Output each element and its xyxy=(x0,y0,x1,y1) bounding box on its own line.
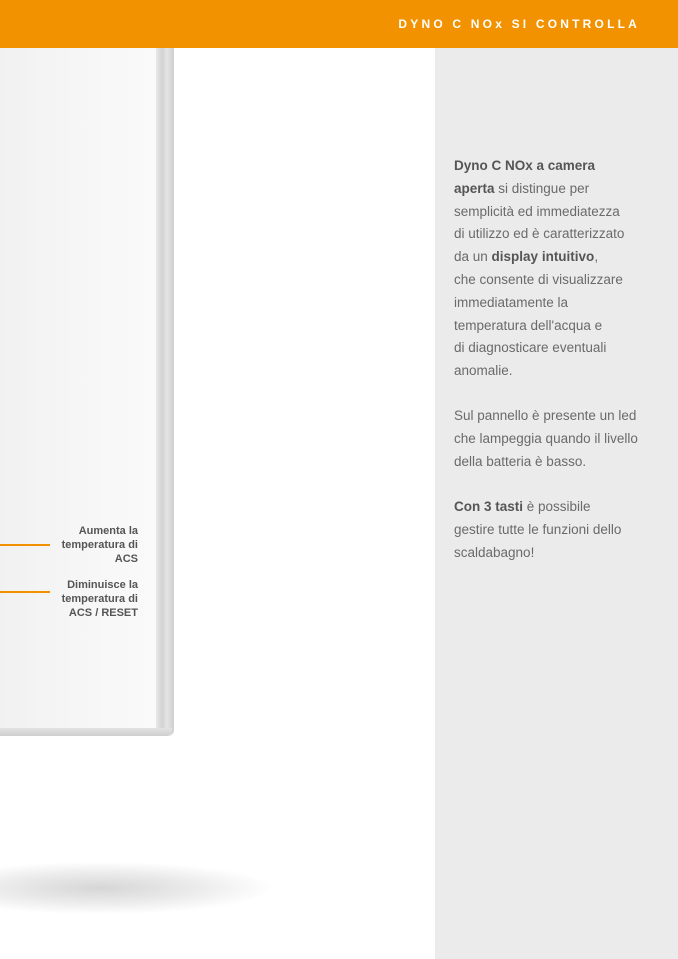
description-paragraph-3 xyxy=(454,496,654,564)
text-line xyxy=(454,496,654,519)
text-line: temperatura dell'acqua e xyxy=(454,317,603,333)
callout-increase-line: Aumenta la xyxy=(78,525,138,537)
text-line xyxy=(454,155,654,178)
water-heater-side xyxy=(156,48,174,736)
callout-decrease-line: ACS / RESET xyxy=(68,607,138,619)
callout-decrease-line: Diminuisce la xyxy=(67,579,138,591)
text-line: di utilizzo ed è caratterizzato xyxy=(454,226,625,242)
page-title: DYNO C NOx SI CONTROLLA xyxy=(398,17,640,31)
description-paragraph-1 xyxy=(454,155,654,383)
text-line: che lampeggia quando il livello xyxy=(454,430,638,446)
callout-decrease xyxy=(40,578,138,620)
text-line: della batteria è basso. xyxy=(454,453,587,469)
header-bar xyxy=(0,0,678,48)
text-line: immediatamente la xyxy=(454,294,569,310)
text-line xyxy=(454,246,654,269)
floor-shadow xyxy=(0,862,270,914)
water-heater-front xyxy=(0,48,158,734)
text-line: scaldabagno! xyxy=(454,544,535,560)
callout-increase-line: temperatura di xyxy=(61,539,138,551)
callout-decrease-line: temperatura di xyxy=(61,593,138,605)
callout-increase xyxy=(40,524,138,566)
text: , xyxy=(594,249,599,265)
water-heater-image xyxy=(0,48,176,738)
text: da un xyxy=(454,249,492,265)
text-line: di diagnosticare eventuali xyxy=(454,340,607,356)
bold-text: aperta xyxy=(454,180,495,196)
bold-text: Con 3 tasti xyxy=(454,499,524,514)
bold-text: Dyno C NOx a camera xyxy=(454,158,596,173)
text-line: gestire tutte le funzioni dello xyxy=(454,521,622,537)
callout-increase-line: ACS xyxy=(114,553,138,565)
text-line: Sul pannello è presente un led xyxy=(454,408,637,423)
water-heater-bottom xyxy=(0,728,172,736)
text-line: anomalie. xyxy=(454,363,513,379)
text: è possibile xyxy=(523,499,591,514)
text: si distingue per xyxy=(494,180,590,196)
text-line: che consente di visualizzare xyxy=(454,271,623,287)
bold-text: display intuitivo xyxy=(491,249,595,265)
description-paragraph-2 xyxy=(454,405,654,473)
text-line xyxy=(454,178,654,201)
text-line: semplicità ed immediatezza xyxy=(454,203,620,219)
